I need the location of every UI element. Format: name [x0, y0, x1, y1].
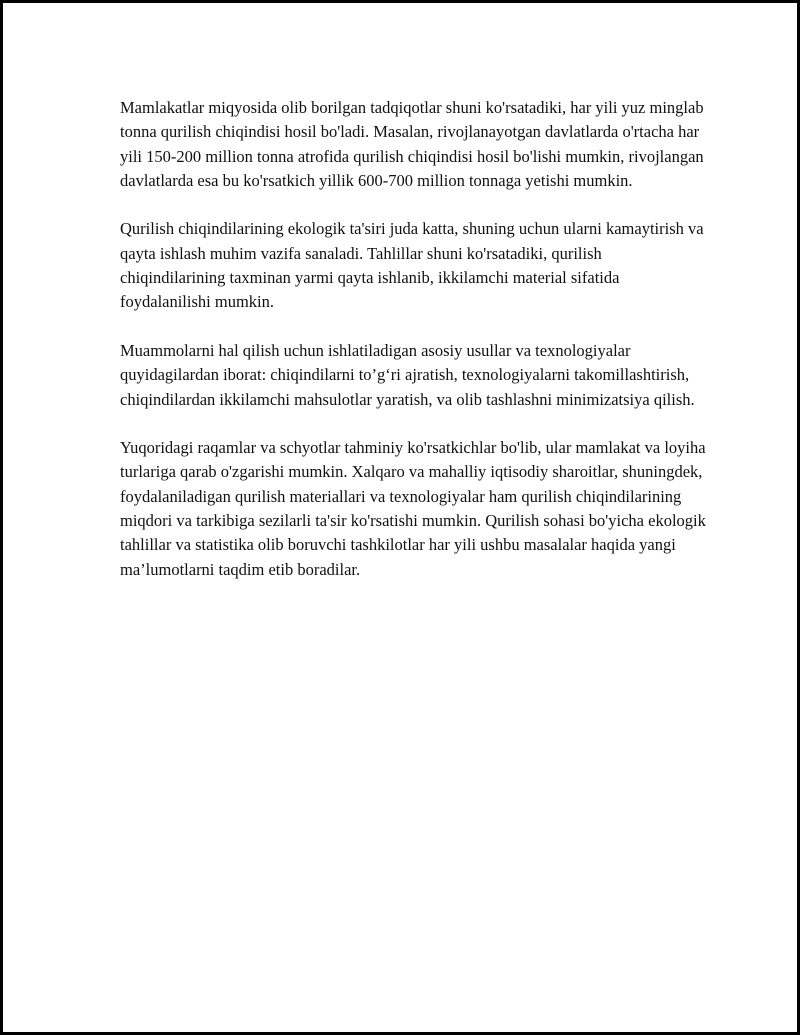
paragraph-1: Mamlakatlar miqyosida olib borilgan tadqiqotlar shuni ko'rsatadiki, har yili yuz minglab tonna qurilish chiqindisi hosil bo'ladi. Masalan, rivojlanayotgan davlatlarda o'rtacha har yili 150-200 million tonna atrofida qurilish chiqindisi hosil bo'lishi mumkin, rivojlangan davlatlarda esa bu ko'rsatkich yillik 600-700 million tonnaga yetishi mumkin.: [120, 98, 704, 190]
document-body: [120, 96, 710, 582]
paragraph-3: Muammolarni hal qilish uchun ishlatiladigan asosiy usullar va texnologiyalar quyidagilardan iborat: chiqindilarni to’g‘ri ajratish, texnologiyalarni takomillashtirish, chiqindilardan ikkilamchi mahsulotlar yaratish, va olib tashlashni minimizatsiya qilish.: [120, 340, 695, 409]
paragraph-2: Qurilish chiqindilarining ekologik ta'siri juda katta, shuning uchun ularni kamaytirish va qayta ishlash muhim vazifa sanaladi. Tahlillar shuni ko'rsatadiki, qurilish chiqindilarining taxminan yarmi qayta ishlanib, ikkilamchi material sifatida foydalanilishi mumkin.: [120, 219, 704, 312]
paragraph-4: Yuqoridagi raqamlar va schyotlar tahminiy ko'rsatkichlar bo'lib, ular mamlakat va loyiha turlariga qarab o'zgarishi mumkin. Xalqaro va mahalliy iqtisodiy sharoitlar, shuningdek, foydalaniladigan qurilish materiallari va texnologiyalar ham qurilish chiqindilarining miqdori va tarkibiga sezilarli ta'sir ko'rsatishi mumkin. Qurilish sohasi bo'yicha ekologik tahlillar va statistika olib boruvchi tashkilotlar har yili ushbu masalalar haqida yangi ma’lumotlarni taqdim etib boradilar.: [120, 438, 706, 579]
